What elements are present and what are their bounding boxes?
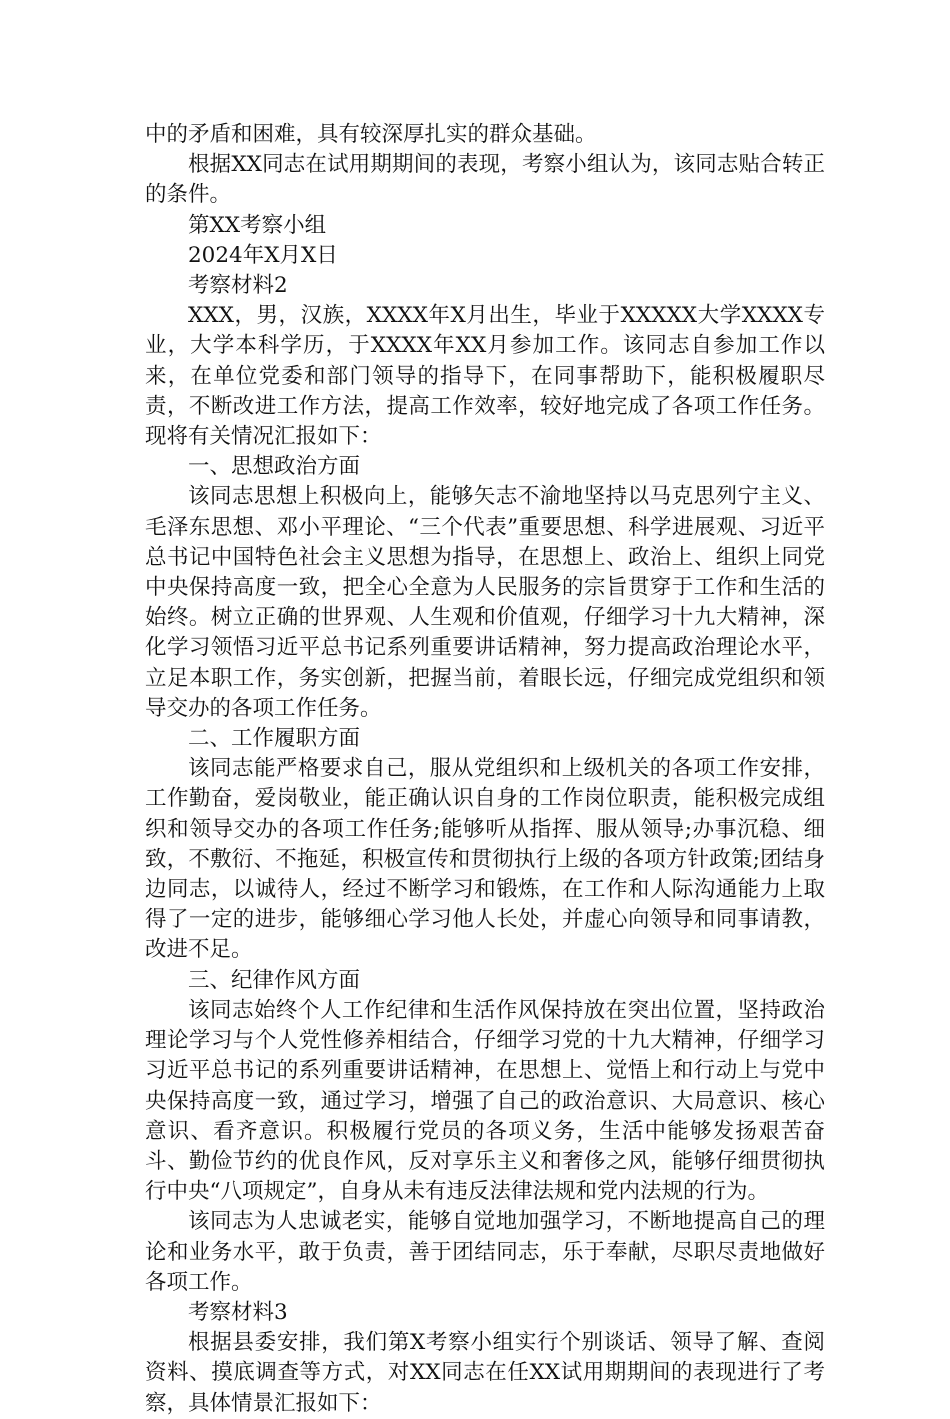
signature-group: 第XX考察小组 bbox=[188, 212, 327, 238]
section-title-material-3: 考察材料3 bbox=[188, 1299, 288, 1325]
document-page bbox=[145, 120, 825, 1419]
section-title-material-2: 考察材料2 bbox=[188, 273, 288, 299]
subheading-political: 一、思想政治方面 bbox=[188, 454, 361, 480]
paragraph-conclusion: 根据XX同志在试用期期间的表现，考察小组认为，该同志贴合转正的条件。 bbox=[145, 152, 825, 208]
paragraph-work: 该同志能严格要求自己，服从党组织和上级机关的各项工作安排，工作勤奋，爱岗敬业，能正确认识自身的工作岗位职责，能积极完成组织和领导交办的各项工作任务;能够听从指挥、服从领导;办事沉稳、细致，不敷衍、不拖延，积极宣传和贯彻执行上级的各项方针政策;团结身边同志，以诚待人，经过不断学习和锻炼，在工作和人际沟通能力上取得了一定的进步，能够细心学习他人长处，并虚心向领导和同事请教，改进不足。 bbox=[145, 756, 825, 963]
paragraph-discipline: 该同志始终个人工作纪律和生活作风保持放在突出位置，坚持政治理论学习与个人党性修养相结合，仔细学习党的十九大精神，仔细学习习近平总书记的系列重要讲话精神，在思想上、觉悟上和行动上与党中央保持高度一致，通过学习，增强了自己的政治意识、大局意识、核心意识、看齐意识。积极履行党员的各项义务，生活中能够发扬艰苦奋斗、勤俭节约的优良作风，反对享乐主义和奢侈之风，能够仔细贯彻执行中央“八项规定”，自身从未有违反法律法规和党内法规的行为。 bbox=[145, 997, 825, 1205]
subheading-work: 二、工作履职方面 bbox=[188, 726, 361, 752]
signature-date: 2024年X月X日 bbox=[188, 242, 338, 268]
paragraph-character: 该同志为人忠诚老实，能够自觉地加强学习，不断地提高自己的理论和业务水平，敢于负责，善于团结同志，乐于奉献，尽职尽责地做好各项工作。 bbox=[145, 1209, 825, 1295]
paragraph-political: 该同志思想上积极向上，能够矢志不渝地坚持以马克思列宁主义、毛泽东思想、邓小平理论、“三个代表”重要思想、科学进展观、习近平总书记中国特色社会主义思想为指导，在思想上、政治上、组织上同党中央保持高度一致，把全心全意为人民服务的宗旨贯穿于工作和生活的始终。树立正确的世界观、人生观和价值观，仔细学习十九大精神，深化学习领悟习近平总书记系列重要讲话精神，努力提高政治理论水平，立足本职工作，务实创新，把握当前，着眼长远，仔细完成党组织和领导交办的各项工作任务。 bbox=[145, 484, 825, 721]
paragraph-material-3-intro: 根据县委安排，我们第X考察小组实行个别谈话、领导了解、查阅资料、摸底调查等方式，对XX同志在任XX试用期期间的表现进行了考察，具体情景汇报如下： bbox=[145, 1330, 825, 1416]
paragraph-profile: XXX，男，汉族，XXXX年X月出生，毕业于XXXXX大学XXXX专业，大学本科学历，于XXXX年XX月参加工作。该同志自参加工作以来，在单位党委和部门领导的指导下，在同事帮助下，能积极履职尽责，不断改进工作方法，提高工作效率，较好地完成了各项工作任务。现将有关情况汇报如下： bbox=[145, 303, 825, 450]
paragraph-continuation: 中的矛盾和困难，具有较深厚扎实的群众基础。 bbox=[145, 122, 597, 147]
subheading-discipline: 三、纪律作风方面 bbox=[188, 967, 361, 993]
